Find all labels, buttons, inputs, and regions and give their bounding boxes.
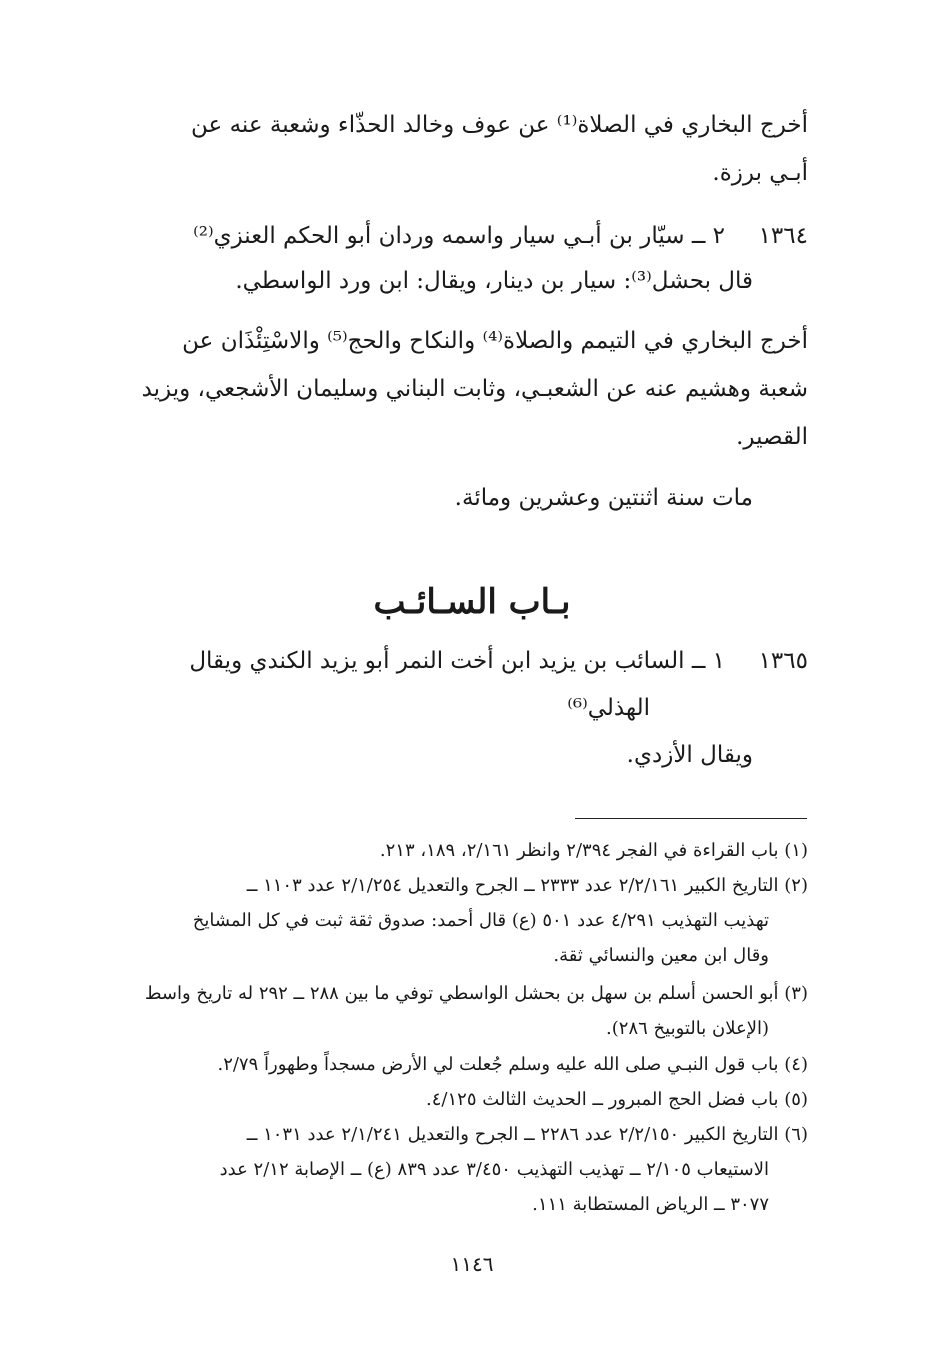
entry-line: ويقال الأزدي. xyxy=(626,742,753,768)
footnote-2-cont: تهذيب التهذيب ٤/٢٩١ عدد ٥٠١ (ع) قال أحمد: صدوق ثقة ثبت في كل المشايخ xyxy=(192,910,769,931)
chapter-title: بـاب السـائـب xyxy=(373,582,571,622)
page-number: ١١٤٦ xyxy=(450,1252,494,1276)
footnote-6-cont: الاستيعاب ٢/١٠٥ ــ تهذيب التهذيب ٣/٤٥٠ عدد ٨٣٩ (ع) ــ الإصابة ٢/١٢ عدد xyxy=(219,1159,769,1180)
footnote-4: (٤) باب قول النبـي صلى الله عليه وسلم جُعلت لي الأرض مسجداً وطهوراً ٢/٧٩. xyxy=(217,1054,808,1075)
entry-line: قال بحشل⁽³⁾: سيار بن دينار، ويقال: ابن ورد الواسطي. xyxy=(235,268,753,294)
footnote-3-cont: (الإعلان بالتوبيخ ٢٨٦). xyxy=(606,1018,769,1039)
entry-number: ١٣٦٤ xyxy=(758,223,808,249)
paragraph-line: مات سنة اثنتين وعشرين ومائة. xyxy=(454,485,753,511)
footnote-6-cont: ٣٠٧٧ ــ الرياض المستطابة ١١١. xyxy=(532,1194,769,1215)
paragraph-line: أبـي برزة. xyxy=(712,160,808,186)
footnote-2-cont: وقال ابن معين والنسائي ثقة. xyxy=(553,945,769,966)
footnote-2: (٢) التاريخ الكبير ٢/٢/١٦١ عدد ٢٣٣٣ ــ الجرح والتعديل ٢/١/٢٥٤ عدد ١١٠٣ ــ xyxy=(246,875,808,896)
footnote-6: (٦) التاريخ الكبير ٢/٢/١٥٠ عدد ٢٢٨٦ ــ الجرح والتعديل ٢/١/٢٤١ عدد ١٠٣١ ــ xyxy=(246,1124,808,1145)
paragraph-line: القصير. xyxy=(736,424,808,450)
footnote-1: (١) باب القراءة في الفجر ٢/٣٩٤ وانظر ٢/١٦١، ١٨٩، ٢١٣. xyxy=(379,840,808,861)
entry-number: ١٣٦٥ xyxy=(758,648,808,674)
footnote-5: (٥) باب فضل الحج المبرور ــ الحديث الثالث ٤/١٢٥. xyxy=(426,1089,808,1110)
paragraph-line: أخرج البخاري في الصلاة⁽¹⁾ عن عوف وخالد الحذّاء وشعبة عنه عن xyxy=(191,112,808,138)
paragraph-line: أخرج البخاري في التيمم والصلاة⁽⁴⁾ والنكاح والحج⁽⁵⁾ والاسْتِئْذَان عن xyxy=(182,328,808,354)
entry-heading: ٢ ــ سيّار بن أبـي سيار واسمه وردان أبو الحكم العنزي⁽²⁾ xyxy=(193,223,725,249)
footnote-separator xyxy=(575,818,807,819)
paragraph-line: شعبة وهشيم عنه عن الشعبـي، وثابت البناني وسليمان الأشجعي، ويزيد xyxy=(141,376,808,402)
entry-heading: ١ ــ السائب بن يزيد ابن أخت النمر أبو يزيد الكندي ويقال xyxy=(189,648,725,674)
entry-line: الهذلي⁽⁶⁾ xyxy=(567,695,650,721)
footnote-3: (٣) أبو الحسن أسلم بن سهل بن بحشل الواسطي توفي ما بين ٢٨٨ ــ ٢٩٢ له تاريخ واسط xyxy=(144,983,808,1004)
